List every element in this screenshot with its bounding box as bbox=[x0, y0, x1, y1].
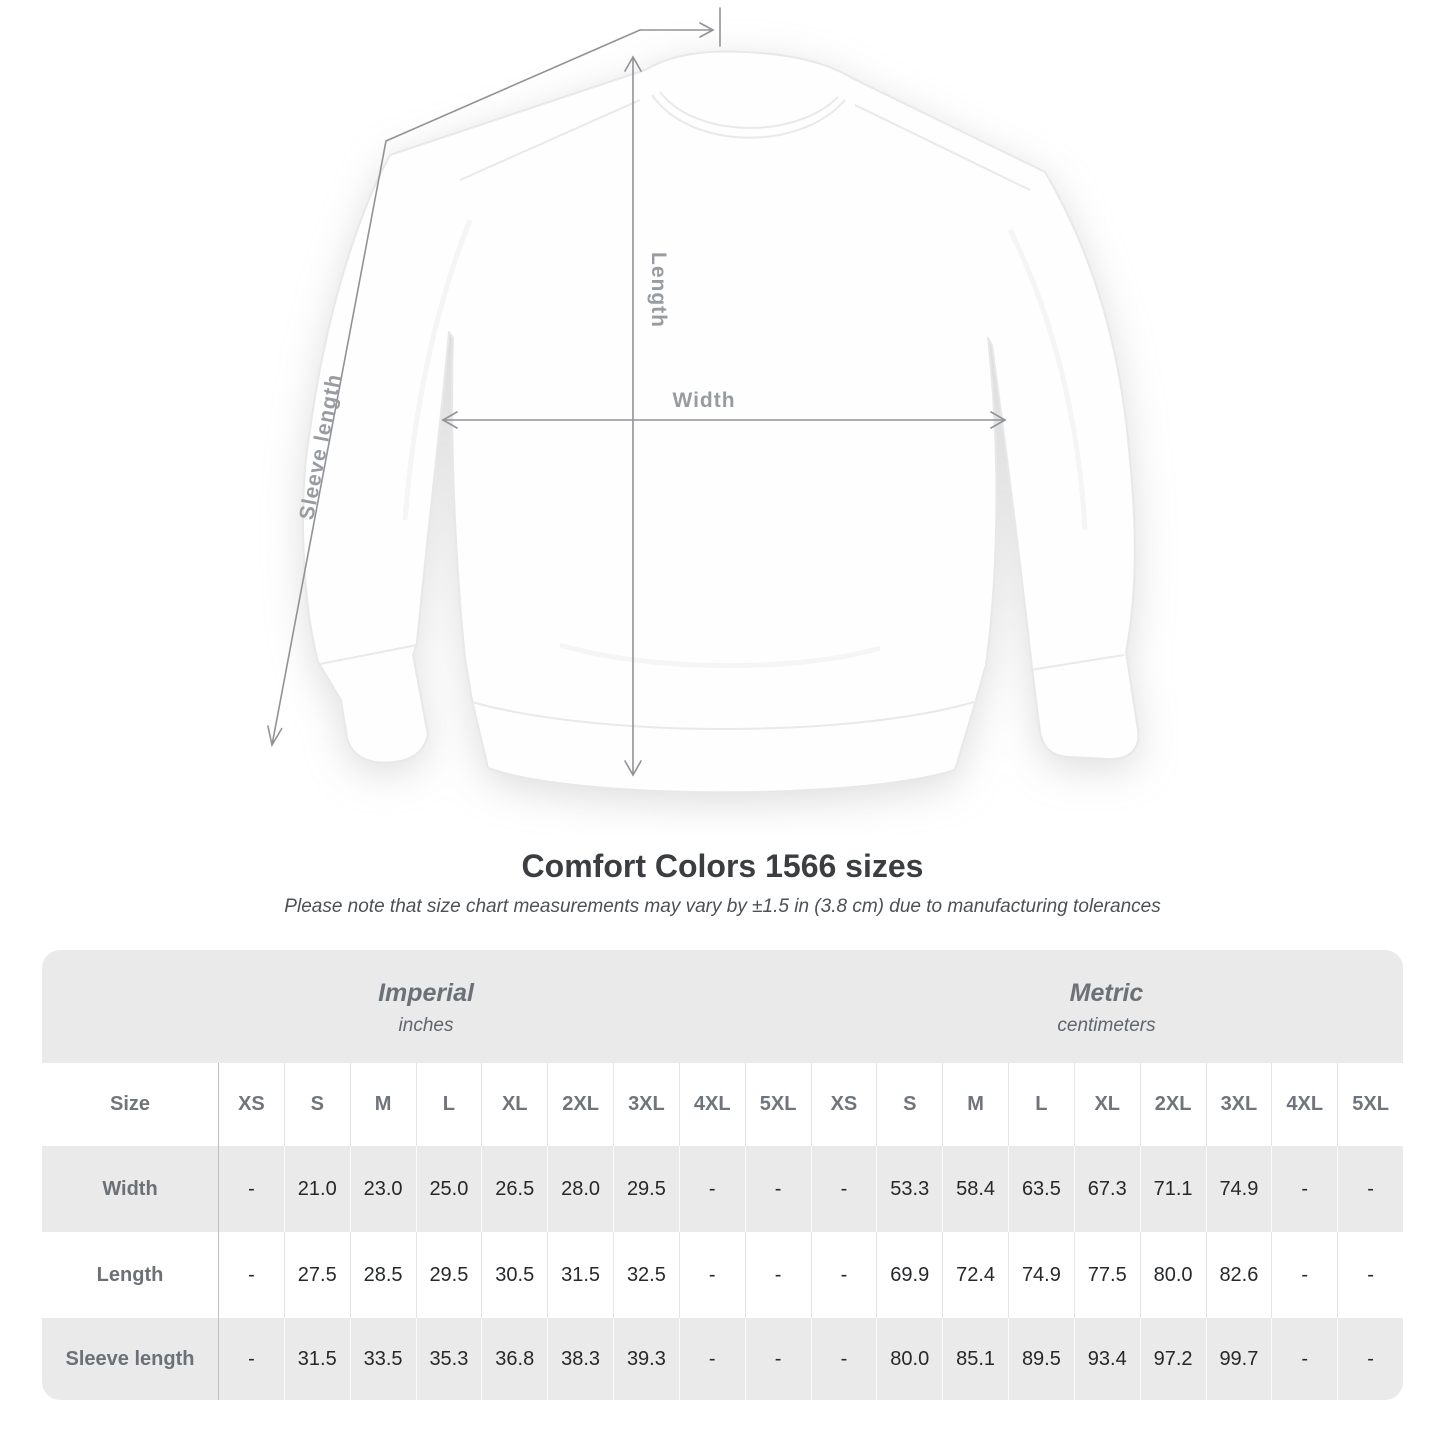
cell: 32.5 bbox=[613, 1232, 679, 1318]
cell: 21.0 bbox=[284, 1146, 350, 1232]
cell: 33.5 bbox=[350, 1318, 416, 1400]
size-col-header: 2XL bbox=[547, 1063, 613, 1146]
sleeve-length-row bbox=[42, 1318, 1403, 1400]
cell: 26.5 bbox=[481, 1146, 547, 1232]
cell: - bbox=[1271, 1318, 1337, 1400]
row-label: Length bbox=[96, 1263, 164, 1286]
sweatshirt-illustration bbox=[303, 52, 1138, 793]
cell: - bbox=[218, 1232, 284, 1318]
cell: 25.0 bbox=[416, 1146, 482, 1232]
size-col-header: M bbox=[350, 1063, 416, 1146]
sweatshirt-silhouette bbox=[303, 52, 1138, 793]
cell: 80.0 bbox=[1140, 1232, 1206, 1318]
cell: 77.5 bbox=[1074, 1232, 1140, 1318]
row-label: Sleeve length bbox=[65, 1347, 195, 1370]
cell: - bbox=[679, 1146, 745, 1232]
cell: - bbox=[679, 1318, 745, 1400]
metric-label: Metric bbox=[1069, 978, 1144, 1007]
cell: - bbox=[745, 1318, 811, 1400]
cell: - bbox=[1337, 1318, 1403, 1400]
cell: - bbox=[811, 1318, 877, 1400]
width-dimension-label: Width bbox=[672, 389, 736, 412]
size-col-header: 3XL bbox=[1206, 1063, 1272, 1146]
length-row bbox=[42, 1232, 1403, 1318]
cell: 28.5 bbox=[350, 1232, 416, 1318]
imperial-header bbox=[42, 950, 810, 1063]
cell: 29.5 bbox=[416, 1232, 482, 1318]
size-column-header: Size bbox=[109, 1093, 151, 1115]
size-col-header: XS bbox=[811, 1063, 877, 1146]
cell: 38.3 bbox=[547, 1318, 613, 1400]
size-col-header: S bbox=[284, 1063, 350, 1146]
size-col-header: 5XL bbox=[745, 1063, 811, 1146]
metric-unit-label: centimeters bbox=[1057, 1014, 1156, 1036]
page-title: Comfort Colors 1566 sizes bbox=[521, 848, 924, 884]
cell: 71.1 bbox=[1140, 1146, 1206, 1232]
cell: - bbox=[1271, 1146, 1337, 1232]
cell: 82.6 bbox=[1206, 1232, 1272, 1318]
cell: 72.4 bbox=[942, 1232, 1008, 1318]
cell: - bbox=[811, 1232, 877, 1318]
size-col-header: L bbox=[416, 1063, 482, 1146]
cell: 27.5 bbox=[284, 1232, 350, 1318]
cell: - bbox=[679, 1232, 745, 1318]
tolerance-note: Please note that size chart measurements may vary by ±1.5 in (3.8 cm) due to manufacturing tolerances bbox=[284, 896, 1161, 917]
metric-header bbox=[810, 950, 1403, 1063]
cell: 29.5 bbox=[613, 1146, 679, 1232]
cell: 85.1 bbox=[942, 1318, 1008, 1400]
size-col-header: XL bbox=[1074, 1063, 1140, 1146]
cell: 97.2 bbox=[1140, 1318, 1206, 1400]
cell: - bbox=[1337, 1232, 1403, 1318]
cell: 30.5 bbox=[481, 1232, 547, 1318]
cell: - bbox=[218, 1318, 284, 1400]
size-col-header: 5XL bbox=[1337, 1063, 1403, 1146]
cell: - bbox=[1337, 1146, 1403, 1232]
cell: 39.3 bbox=[613, 1318, 679, 1400]
cell: 69.9 bbox=[876, 1232, 942, 1318]
cell: 99.7 bbox=[1206, 1318, 1272, 1400]
cell: 31.5 bbox=[284, 1318, 350, 1400]
size-col-header: 4XL bbox=[679, 1063, 745, 1146]
cell: - bbox=[745, 1146, 811, 1232]
imperial-unit-label: inches bbox=[398, 1014, 454, 1036]
cell: - bbox=[745, 1232, 811, 1318]
cell: 36.8 bbox=[481, 1318, 547, 1400]
size-col-header: M bbox=[942, 1063, 1008, 1146]
size-col-header: L bbox=[1008, 1063, 1074, 1146]
cell: - bbox=[218, 1146, 284, 1232]
size-col-header: S bbox=[876, 1063, 942, 1146]
cell: 74.9 bbox=[1008, 1232, 1074, 1318]
size-col-header: 4XL bbox=[1271, 1063, 1337, 1146]
cell: 89.5 bbox=[1008, 1318, 1074, 1400]
cell: 35.3 bbox=[416, 1318, 482, 1400]
size-col-header: 3XL bbox=[613, 1063, 679, 1146]
cell: 31.5 bbox=[547, 1232, 613, 1318]
cell: 23.0 bbox=[350, 1146, 416, 1232]
sleeve-dimension-label: Sleeve length bbox=[295, 371, 347, 522]
size-chart-table bbox=[42, 950, 1403, 1400]
cell: 80.0 bbox=[876, 1318, 942, 1400]
size-col-header: XS bbox=[218, 1063, 284, 1146]
size-header-row bbox=[42, 1063, 1403, 1146]
size-col-header: 2XL bbox=[1140, 1063, 1206, 1146]
imperial-label: Imperial bbox=[378, 978, 474, 1007]
row-label: Width bbox=[102, 1177, 158, 1200]
length-dimension-label: Length bbox=[647, 252, 670, 328]
cell: 28.0 bbox=[547, 1146, 613, 1232]
cell: 53.3 bbox=[876, 1146, 942, 1232]
cell: 63.5 bbox=[1008, 1146, 1074, 1232]
cell: - bbox=[811, 1146, 877, 1232]
unit-header-band bbox=[42, 950, 1403, 1063]
cell: 67.3 bbox=[1074, 1146, 1140, 1232]
width-row bbox=[42, 1146, 1403, 1232]
cell: 58.4 bbox=[942, 1146, 1008, 1232]
size-col-header: XL bbox=[481, 1063, 547, 1146]
cell: - bbox=[1271, 1232, 1337, 1318]
cell: 93.4 bbox=[1074, 1318, 1140, 1400]
cell: 74.9 bbox=[1206, 1146, 1272, 1232]
